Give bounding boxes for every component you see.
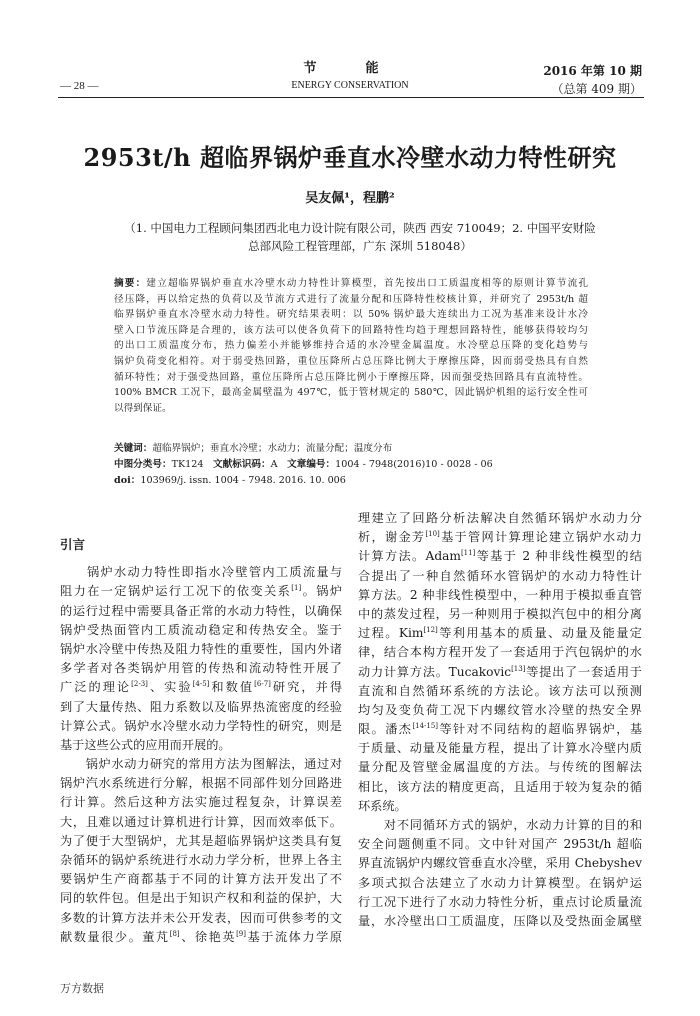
section-heading-introduction: 引言 — [60, 537, 86, 552]
citation-marker: [14-15] — [412, 722, 439, 730]
body-line: 量分配及管壁金属温度的方法。与传统的图解法 — [358, 760, 642, 775]
body-line: 杂循环的锅炉系统进行水动力学分析，世界上各主 — [60, 853, 342, 867]
abstract — [114, 276, 588, 416]
citation-marker: [11] — [460, 549, 476, 558]
abstract-line: 临界锅炉垂直水冷壁水动力特性。研究结果表明：以 50% 锅炉最大连续出力工况为基准来设计水冷 — [114, 309, 588, 321]
citation-marker: [8] — [169, 929, 180, 938]
body-line: 动力计算方法。Tucakovic[13]等提出了一套适用于 — [358, 664, 642, 679]
body-line: 锅炉受热面管内工质流动稳定和传热安全。鉴于 — [60, 622, 342, 637]
body-line: 直流和自然循环系统的方法论。该方法可以预测 — [358, 683, 642, 698]
body-line: 行计算。然后这种方法实施过程复杂，计算误差 — [60, 795, 342, 810]
body-line: 环系统。 — [358, 798, 407, 813]
paper-title: 2953t/h 超临界锅炉垂直水冷壁水动力特性研究 — [83, 143, 617, 172]
total-issue-number: （总第 409 期） — [551, 82, 642, 96]
abstract-line: 以得到保证。 — [114, 402, 172, 414]
footer-watermark: 万方数据 — [60, 982, 104, 995]
body-line: 献数量很少。董芃[8]、徐艳英[9]基于流体力学原 — [60, 929, 342, 944]
body-line: 锅炉水动力研究的常用方法为图解法，通过对 — [85, 757, 342, 772]
body-line: 多学者对各类锅炉用管的传热和流动特性开展了 — [60, 661, 342, 676]
citation-marker: [9] — [236, 929, 246, 938]
citation-marker: [13] — [511, 664, 526, 673]
abstract-line: 锅炉负荷变化相符。对于弱受热回路，重位压降所占总压降比例大于摩擦压降，因而弱受热具有自然 — [114, 355, 588, 367]
keywords-text: 超临界锅炉；垂直水冷壁；水动力；流量分配；温度分布 — [152, 443, 393, 454]
journal-name-en: ENERGY CONSERVATION — [291, 80, 409, 91]
authors: 吴友佩¹，程鹏² — [305, 191, 395, 206]
body-line: 锅炉水冷壁中传热及阻力特性的重要性，国内外诸 — [60, 641, 342, 656]
body-line: 行工况下进行了水动力特性分析，重点讨论质量流 — [358, 894, 642, 909]
body-line: 于质量、动量及能量方程，提出了计算水冷壁内质 — [358, 741, 642, 756]
abstract-line: 循环特性；对于强受热回路，重位压降所占总压降比例小于摩擦压降，因而强受热回路具有直流特性。 — [114, 371, 588, 383]
abstract-line: 径压降，再以给定热的负荷以及节流方式进行了流量分配和压降特性校核计算，并研究了 2953t/h 超 — [114, 293, 588, 305]
citation-marker: [6-7] — [254, 680, 271, 689]
body-line: 计算公式。锅炉水冷壁水动力学特性的研究，则是 — [60, 718, 342, 733]
body-line: 量，水冷壁出口工质温度，压降以及受热面金属壁 — [358, 913, 642, 928]
keywords-label: 关键词： — [114, 443, 153, 454]
citation-marker: [4-5] — [192, 680, 210, 689]
body-line: 基于这些公式的应用而开展的。 — [60, 737, 231, 752]
abstract-line: 的出口工质温度分布，热力偏差小并能够维持合适的水冷壁金属温度。水冷壁总压降的变化趋势与 — [114, 340, 588, 352]
body-line: 要锅炉生产商都基于不同的计算方法开发出了不 — [60, 872, 342, 887]
citation-marker: [12] — [423, 626, 438, 635]
body-line: 为了便于大型锅炉，尤其是超临界锅炉这类具有复 — [60, 833, 342, 848]
body-line: 同的软件包。但是出于知识产权和利益的保护，大 — [60, 891, 342, 906]
body-line: 的运行过程中需要具备正常的水动力特性，以确保 — [60, 603, 342, 618]
classification-codes: 中图分类号：TK124 文献标识码：A 文章编号：1004 - 7948(2016)10 - 0028 - 06 — [114, 459, 493, 470]
citation-marker: [10] — [425, 530, 440, 539]
page-number: — 28 — — [60, 80, 99, 92]
abstract-line: 100% BMCR 工况下，最高金属壁温为 497℃，低于管材规定的 580℃，因此锅炉机组的运行安全性可 — [114, 387, 588, 399]
body-line: 相比，该方法的精度更高，且适用于较为复杂的循 — [358, 779, 642, 794]
body-line: 过程。Kim[12]等利用基本的质量、动量及能量定 — [358, 626, 642, 641]
body-line: 均匀及变负荷工况下内螺纹管水冷壁的热安全界 — [358, 702, 642, 717]
body-line: 限。潘杰[14-15]等针对不同结构的超临界锅炉，基 — [358, 722, 642, 737]
body-line: 大，且难以通过计算机进行计算，因而效率低下。 — [60, 814, 342, 829]
affiliation-line-1: （1. 中国电力工程顾问集团西北电力设计院有限公司，陕西 西安 710049；2. 中国平安财险 — [124, 221, 596, 235]
keywords — [114, 441, 588, 456]
body-line: 界直流锅炉内螺纹管垂直水冷壁，采用 Chebyshev — [358, 856, 642, 871]
body-line: 多数的计算方法并未公开发表，因而可供参考的文 — [60, 910, 342, 925]
header-rule — [58, 97, 644, 98]
abstract-label: 摘要： — [114, 278, 147, 289]
issue-number: 2016 年第 10 期 — [543, 64, 642, 78]
body-line: 析，谢金芳[10]基于管网计算理论建立锅炉水动力 — [358, 530, 642, 545]
body-line: 安全问题侧重不同。文中针对国产 2953t/h 超临 — [358, 837, 642, 852]
body-column-left — [60, 535, 342, 947]
body-line: 阻力在一定锅炉运行工况下的依变关系[1]。锅炉 — [60, 584, 342, 599]
citation-marker: [2-3] — [131, 680, 148, 689]
journal-name-cn: 节 能 — [303, 61, 397, 76]
affiliation-line-2: 总部风险工程管理部，广东 深圳 518048） — [248, 239, 472, 253]
body-line: 算方法。2 种非线性模型中，一种用于模拟垂直管 — [358, 587, 642, 602]
body-line: 到了大量传热、阻力系数以及临界热流密度的经验 — [60, 699, 342, 714]
body-line: 锅炉水动力特性即指水冷壁管内工质流量与 — [86, 565, 342, 580]
body-line: 律，结合本构方程开发了一套适用于汽包锅炉的水 — [358, 645, 642, 660]
body-line: 合提出了一种自然循环水管锅炉的水动力特性计 — [358, 568, 642, 583]
body-line: 理建立了回路分析法解决自然循环锅炉水动力分 — [358, 511, 642, 525]
body-line: 广泛的理论[2-3]、实验[4-5]和数值[6-7]研究，并得 — [60, 680, 342, 695]
body-line: 锅炉汽水系统进行分解，根据不同部件划分回路进 — [60, 776, 342, 791]
body-line: 多项式拟合法建立了水动力计算模型。在锅炉运 — [358, 875, 642, 890]
body-line: 计算方法。Adam[11]等基于 2 种非线性模型的结 — [358, 549, 642, 564]
abstract-line: 摘要：建立超临界锅炉垂直水冷壁水动力特性计算模型，首先按出口工质温度相等的原则计算节流孔 — [114, 278, 588, 289]
body-line: 对不同循环方式的锅炉，水动力计算的目的和 — [383, 818, 642, 832]
citation-marker: [1] — [291, 584, 302, 593]
body-column-right — [358, 509, 642, 931]
doi: doi：103969/j. issn. 1004 - 7948. 2016. 10. 006 — [114, 475, 346, 486]
body-line: 中的蒸发过程，另一种则用于模拟汽包中的相分离 — [358, 606, 642, 621]
abstract-line: 壁入口节流压降是合理的，该方法可以使各负荷下的回路特性均趋于理想回路特性，能够获得较均匀 — [114, 324, 588, 336]
